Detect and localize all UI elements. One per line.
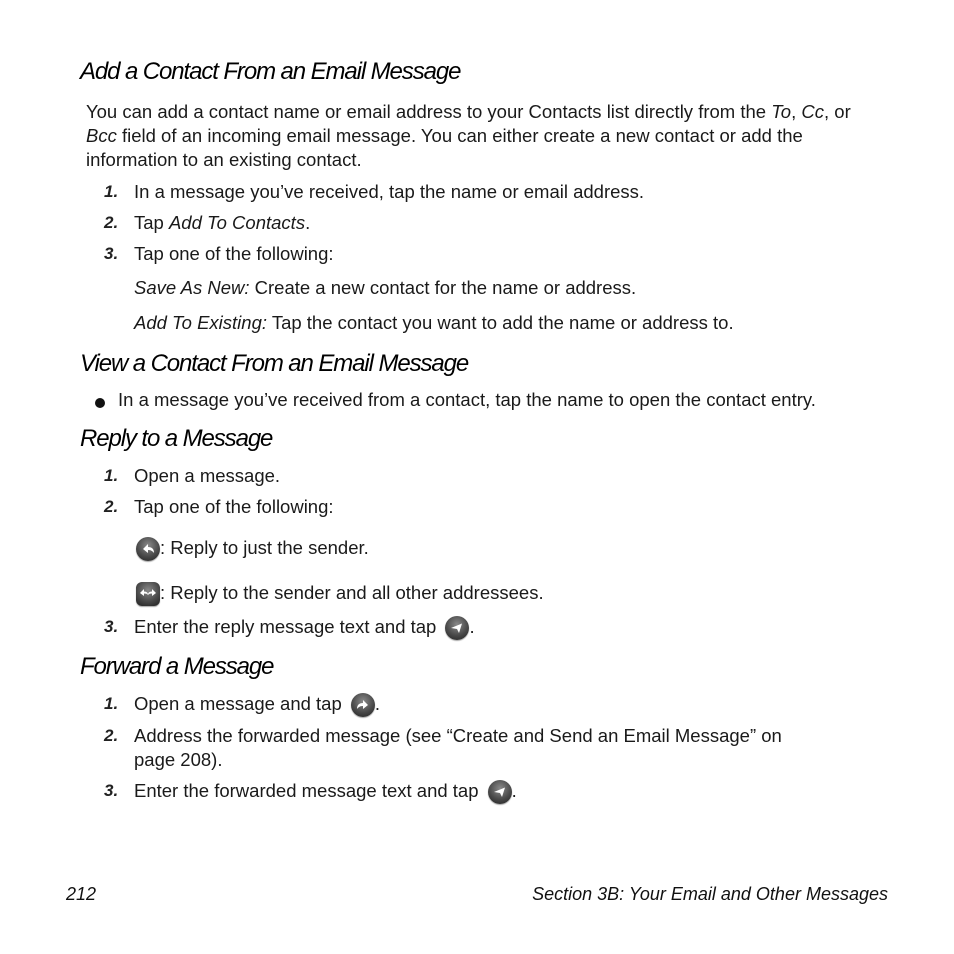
separator: , <box>791 101 802 122</box>
step-text-part: Enter the forwarded message text and tap <box>134 780 479 801</box>
intro-paragraph-line-3: information to an existing contact. <box>86 149 362 170</box>
intro-paragraph-line-1 <box>86 100 851 124</box>
send-icon <box>445 616 469 640</box>
step-number: 2. <box>104 213 119 232</box>
step-number: 3. <box>104 244 119 263</box>
step-text-part: . <box>469 616 475 637</box>
option-text: Create a new contact for the name or address. <box>249 277 637 298</box>
step-text: Tap one of the following: <box>134 243 334 264</box>
section-heading-forward: Forward a Message <box>80 653 274 680</box>
step-text <box>134 211 310 235</box>
step-number: 1. <box>104 694 119 713</box>
section-heading-add-contact: Add a Contact From an Email Message <box>80 58 461 85</box>
option-reply <box>136 536 369 561</box>
option-reply-all <box>136 581 544 606</box>
step-text-part: . <box>305 212 311 233</box>
option-text: Tap the contact you want to add the name or address to. <box>267 312 734 333</box>
to-field-label: To <box>771 101 792 122</box>
option-label: Add To Existing: <box>134 312 268 333</box>
step-number: 2. <box>104 497 119 516</box>
step-number: 1. <box>104 182 119 201</box>
option-label: Save As New: <box>134 277 250 298</box>
intro-text: field of an incoming email message. You can either create a new contact or add the <box>116 125 803 146</box>
forward-icon <box>351 693 375 717</box>
option-text: : Reply to the sender and all other addressees. <box>160 582 544 603</box>
cc-field-label: Cc <box>801 101 824 122</box>
section-heading-reply: Reply to a Message <box>80 425 273 452</box>
bullet-text: In a message you’ve received from a contact, tap the name to open the contact entry. <box>118 389 816 410</box>
step-text <box>134 692 380 717</box>
step-text: In a message you’ve received, tap the name or email address. <box>134 181 645 202</box>
section-heading-view-contact: View a Contact From an Email Message <box>80 350 469 377</box>
step-number: 3. <box>104 617 119 636</box>
add-to-contacts-label: Add To Contacts <box>168 212 306 233</box>
reply-icon <box>136 537 160 561</box>
reply-all-icon <box>136 582 160 606</box>
step-text <box>134 779 517 804</box>
option-text: : Reply to just the sender. <box>160 537 369 558</box>
step-text: Open a message. <box>134 465 281 486</box>
step-number: 3. <box>104 781 119 800</box>
send-icon <box>488 780 512 804</box>
step-text <box>134 615 475 640</box>
separator: , or <box>824 101 851 122</box>
step-text-part: . <box>374 693 381 714</box>
bullet-icon <box>95 398 105 408</box>
bcc-field-label: Bcc <box>86 125 117 146</box>
step-text: Tap one of the following: <box>134 496 334 517</box>
option-save-as-new <box>134 276 636 300</box>
step-text-line-2: page 208). <box>134 749 223 770</box>
intro-paragraph-line-2 <box>86 124 803 148</box>
intro-text: You can add a contact name or email address to your Contacts list directly from the <box>86 101 772 122</box>
step-number: 1. <box>104 466 119 485</box>
step-text-part: Open a message and tap <box>134 693 342 714</box>
page-number: 212 <box>66 884 97 904</box>
step-number: 2. <box>104 726 119 745</box>
option-add-to-existing <box>134 311 734 335</box>
step-text-part: Tap <box>134 212 169 233</box>
section-title: Section 3B: Your Email and Other Messages <box>532 884 888 904</box>
step-text-line-1: Address the forwarded message (see “Create and Send an Email Message” on <box>134 725 782 746</box>
step-text-part: Enter the reply message text and tap <box>134 616 437 637</box>
step-text-part: . <box>511 780 517 801</box>
